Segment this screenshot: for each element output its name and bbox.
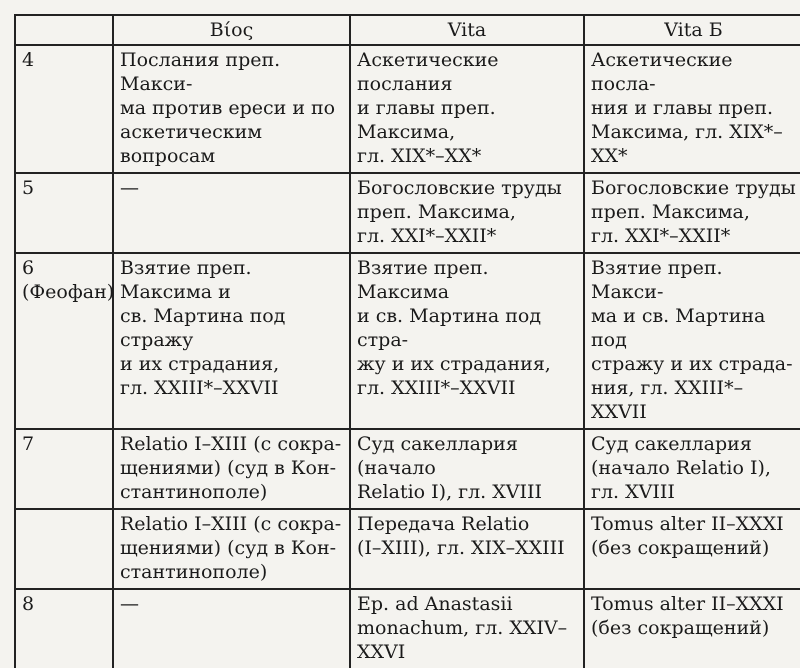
- cell-vita: Суд сакеллария (начало Relatio I), гл. XVIII: [350, 429, 584, 509]
- row-number: 5: [15, 173, 113, 253]
- cell-vita-b: Суд сакеллария (начало Relatio I), гл. XVIII: [584, 429, 800, 509]
- table-row: [15, 509, 800, 589]
- cell-bios: —: [113, 589, 350, 668]
- cell-bios: —: [113, 173, 350, 253]
- cell-vita: Ep. ad Anastasii monachum, гл. XXIV– XXVI: [350, 589, 584, 668]
- table-row: [15, 589, 800, 668]
- cell-vita-b: Tomus alter II–XXXI (без сокращений): [584, 509, 800, 589]
- cell-vita: Аскетические послания и главы преп. Максима, гл. XIX*–XX*: [350, 45, 584, 173]
- row-number: 7: [15, 429, 113, 509]
- comparison-table: [14, 14, 800, 668]
- cell-vita: Передача Relatio (I–XIII), гл. XIX–XXIII: [350, 509, 584, 589]
- cell-vita-b: Tomus alter II–XXXI (без сокращений): [584, 589, 800, 668]
- row-number: 8: [15, 589, 113, 668]
- table-row: [15, 45, 800, 173]
- cell-bios: Взятие преп. Максима и св. Мартина под стражу и их страдания, гл. XXIII*–XXVII: [113, 253, 350, 429]
- cell-bios: Послания преп. Макси- ма против ереси и по аскетическим вопросам: [113, 45, 350, 173]
- row-number: 4: [15, 45, 113, 173]
- header-vita-b: Vita Б: [584, 15, 800, 45]
- table-row: [15, 253, 800, 429]
- header-vita: Vita: [350, 15, 584, 45]
- cell-bios: Relatio I–XIII (с сокра- щениями) (суд в Кон- стантинополе): [113, 509, 350, 589]
- cell-vita: Взятие преп. Максима и св. Мартина под стра- жу и их страдания, гл. XXIII*–XXVII: [350, 253, 584, 429]
- cell-vita-b: Взятие преп. Макси- ма и св. Мартина под стражу и их страда- ния, гл. XXIII*– XXVII: [584, 253, 800, 429]
- cell-vita: Богословские труды преп. Максима, гл. XXI*–XXII*: [350, 173, 584, 253]
- cell-bios: Relatio I–XIII (с сокра- щениями) (суд в Кон- стантинополе): [113, 429, 350, 509]
- cell-vita-b: Аскетические посла- ния и главы преп. Максима, гл. XIX*– XX*: [584, 45, 800, 173]
- table-header-row: [15, 15, 800, 45]
- row-number: 6 (Феофан): [15, 253, 113, 429]
- row-number: [15, 509, 113, 589]
- table-row: [15, 429, 800, 509]
- header-number: [15, 15, 113, 45]
- cell-vita-b: Богословские труды преп. Максима, гл. XXI*–XXII*: [584, 173, 800, 253]
- header-bios: Βίος: [113, 15, 350, 45]
- table-row: [15, 173, 800, 253]
